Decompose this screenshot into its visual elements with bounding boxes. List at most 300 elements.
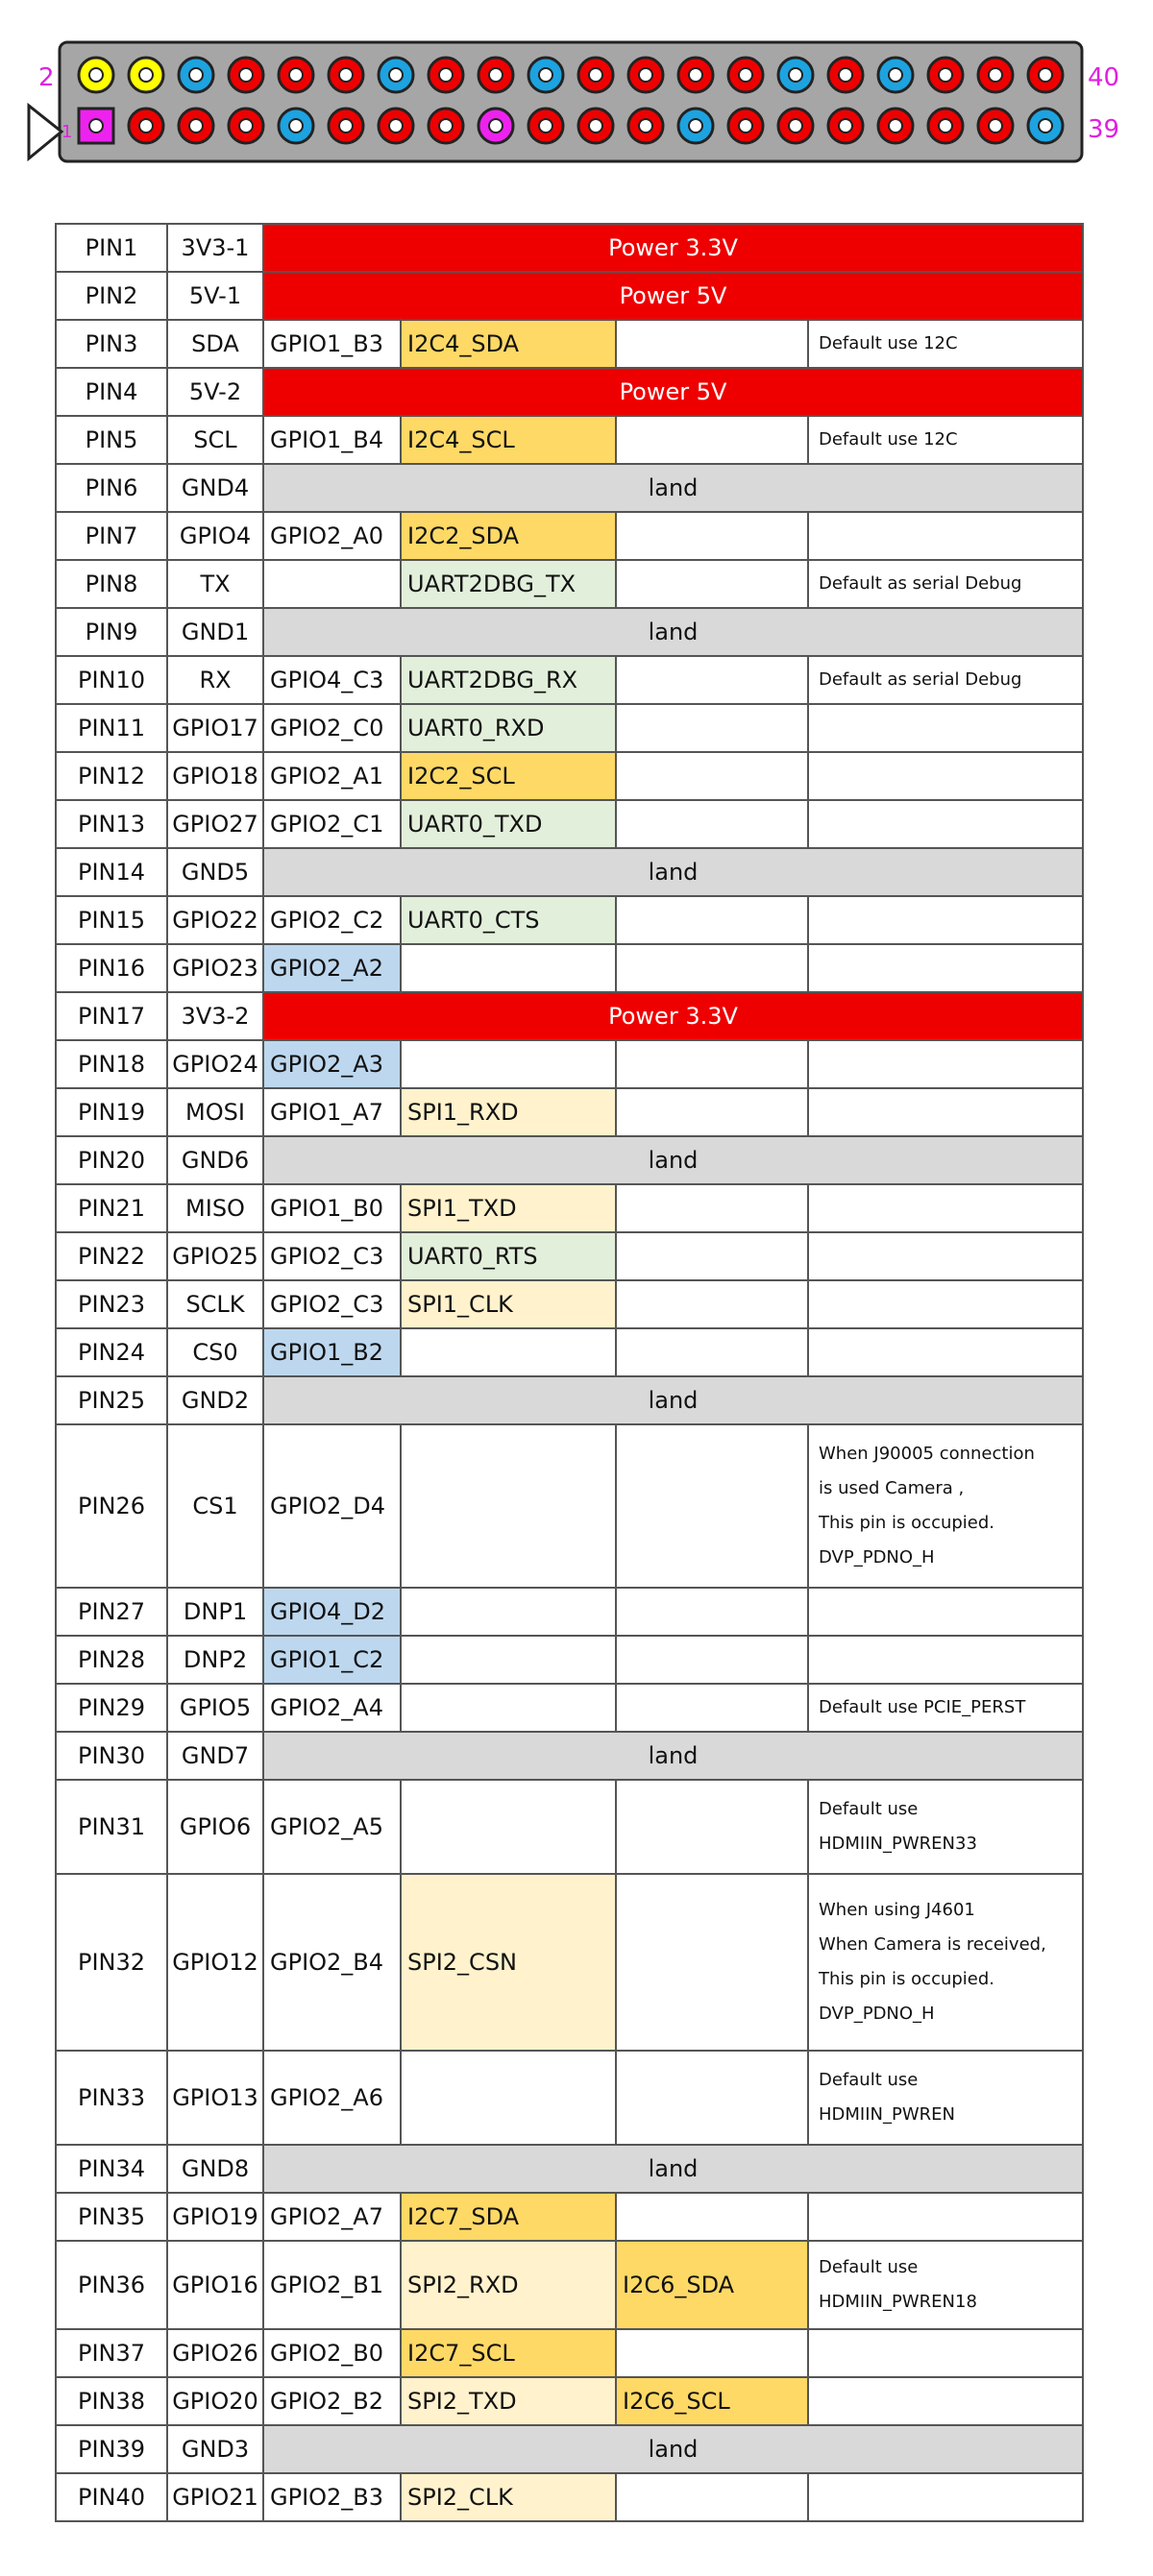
pin-row — [56, 1376, 1083, 1424]
note-line: HDMIIN_PWREN — [819, 2104, 956, 2125]
pin-row — [56, 2329, 1083, 2377]
function-1-cell: UART2DBG_TX — [401, 560, 616, 608]
header-top-pin-11 — [578, 58, 613, 92]
function-1-cell — [401, 1040, 616, 1088]
pin-row — [56, 2193, 1083, 2241]
pin-name-cell: GND3 — [167, 2425, 263, 2473]
pin-name-cell: GPIO20 — [167, 2377, 263, 2425]
gpio-cell: GPIO4_D2 — [263, 1588, 401, 1636]
pin-number-cell: PIN18 — [56, 1040, 167, 1088]
pin-row — [56, 800, 1083, 848]
pin-row — [56, 1232, 1083, 1280]
pin-name-cell: GPIO22 — [167, 896, 263, 944]
pin-number-cell: PIN28 — [56, 1636, 167, 1684]
function-1-cell — [401, 1780, 616, 1874]
header-top-pin-6 — [329, 58, 363, 92]
note-cell — [808, 1874, 1083, 2051]
function-2-cell — [616, 1424, 808, 1588]
pin-name-cell: GND4 — [167, 464, 263, 512]
header-top-pin-10 — [528, 58, 563, 92]
pin-name-cell: 3V3-2 — [167, 992, 263, 1040]
function-2-cell — [616, 1184, 808, 1232]
pin-number-cell: PIN7 — [56, 512, 167, 560]
pin-row — [56, 1732, 1083, 1780]
note-line: When Camera is received, — [819, 1934, 1046, 1955]
ground-label-cell: land — [263, 848, 1083, 896]
pin-name-cell: GPIO23 — [167, 944, 263, 992]
header-top-pin-13 — [678, 58, 713, 92]
note-line: Default use 12C — [819, 429, 958, 450]
note-cell — [808, 800, 1083, 848]
pin-name-cell: GPIO27 — [167, 800, 263, 848]
function-1-cell — [401, 1328, 616, 1376]
gpio-cell: GPIO2_C0 — [263, 704, 401, 752]
note-line: Default use 12C — [819, 333, 958, 353]
pin-name-cell: GND1 — [167, 608, 263, 656]
header-bottom-pin-11 — [578, 109, 613, 143]
note-line: Default use PCIE_PERST — [819, 1697, 1026, 1717]
pin-row — [56, 368, 1083, 416]
label-pin-40: 40 — [1088, 63, 1120, 92]
note-line: Default use — [819, 2257, 919, 2277]
note-cell — [808, 2193, 1083, 2241]
power-label-cell: Power 3.3V — [263, 992, 1083, 1040]
gpio-cell: GPIO2_A3 — [263, 1040, 401, 1088]
pin-name-cell: DNP1 — [167, 1588, 263, 1636]
note-line: HDMIIN_PWREN33 — [819, 1834, 977, 1854]
pin-number-cell: PIN20 — [56, 1136, 167, 1184]
pin-number-cell: PIN8 — [56, 560, 167, 608]
pin-number-cell: PIN40 — [56, 2473, 167, 2521]
function-2-cell — [616, 1874, 808, 2051]
pin-name-cell: GPIO12 — [167, 1874, 263, 2051]
function-1-cell: SPI2_TXD — [401, 2377, 616, 2425]
note-cell — [808, 896, 1083, 944]
label-pin-1: 1 — [61, 122, 73, 142]
gpio-header-diagram — [0, 0, 1153, 192]
note-line: Default as serial Debug — [819, 669, 1022, 690]
pin-row — [56, 1636, 1083, 1684]
pin-row — [56, 896, 1083, 944]
ground-label-cell: land — [263, 608, 1083, 656]
pin-row — [56, 464, 1083, 512]
function-1-cell: I2C4_SCL — [401, 416, 616, 464]
pin-name-cell: GND6 — [167, 1136, 263, 1184]
pin-row — [56, 2241, 1083, 2329]
note-cell — [808, 944, 1083, 992]
power-label-cell: Power 5V — [263, 368, 1083, 416]
pin-name-cell: GPIO26 — [167, 2329, 263, 2377]
note-line: When using J4601 — [819, 1900, 975, 1920]
pin-name-cell: 5V-2 — [167, 368, 263, 416]
note-cell — [808, 1780, 1083, 1874]
pin-row — [56, 656, 1083, 704]
function-2-cell — [616, 416, 808, 464]
pin-number-cell: PIN29 — [56, 1684, 167, 1732]
header-bottom-pin-13 — [678, 109, 713, 143]
pin-name-cell: GPIO5 — [167, 1684, 263, 1732]
pin-row — [56, 1088, 1083, 1136]
pin-row — [56, 320, 1083, 368]
header-top-pin-4 — [229, 58, 263, 92]
pin-name-cell: GPIO4 — [167, 512, 263, 560]
pin-number-cell: PIN2 — [56, 272, 167, 320]
note-cell — [808, 560, 1083, 608]
pin-number-cell: PIN3 — [56, 320, 167, 368]
gpio-cell: GPIO2_B0 — [263, 2329, 401, 2377]
gpio-cell: GPIO4_C3 — [263, 656, 401, 704]
note-line: DVP_PDNO_H — [819, 1547, 935, 1567]
pin-name-cell: GND7 — [167, 1732, 263, 1780]
pin-name-cell: MISO — [167, 1184, 263, 1232]
pin-name-cell: GPIO16 — [167, 2241, 263, 2329]
pin-row — [56, 1424, 1083, 1588]
pin-number-cell: PIN15 — [56, 896, 167, 944]
function-1-cell: SPI2_CSN — [401, 1874, 616, 2051]
function-2-cell — [616, 800, 808, 848]
note-cell — [808, 1232, 1083, 1280]
pin-name-cell: SDA — [167, 320, 263, 368]
gpio-cell: GPIO2_C3 — [263, 1280, 401, 1328]
note-cell — [808, 2377, 1083, 2425]
function-2-cell — [616, 752, 808, 800]
function-1-cell — [401, 2051, 616, 2145]
function-1-cell: UART2DBG_RX — [401, 656, 616, 704]
header-top-pin-20 — [1028, 58, 1063, 92]
note-cell — [808, 1280, 1083, 1328]
function-2-cell — [616, 1780, 808, 1874]
function-2-cell: I2C6_SCL — [616, 2377, 808, 2425]
header-bottom-pin-4 — [229, 109, 263, 143]
gpio-cell: GPIO2_A4 — [263, 1684, 401, 1732]
pin-number-cell: PIN13 — [56, 800, 167, 848]
note-cell — [808, 2329, 1083, 2377]
pin-row — [56, 1040, 1083, 1088]
pin-name-cell: CS1 — [167, 1424, 263, 1588]
gpio-cell: GPIO2_B3 — [263, 2473, 401, 2521]
pin-number-cell: PIN11 — [56, 704, 167, 752]
pin-number-cell: PIN39 — [56, 2425, 167, 2473]
function-2-cell — [616, 1280, 808, 1328]
pin-number-cell: PIN9 — [56, 608, 167, 656]
function-2-cell — [616, 656, 808, 704]
power-label-cell: Power 5V — [263, 272, 1083, 320]
header-bottom-pin-19 — [978, 109, 1013, 143]
header-top-pin-16 — [828, 58, 863, 92]
pin-name-cell: MOSI — [167, 1088, 263, 1136]
header-top-pin-2 — [129, 58, 163, 92]
note-cell — [808, 1684, 1083, 1732]
function-1-cell: UART0_CTS — [401, 896, 616, 944]
function-2-cell — [616, 896, 808, 944]
gpio-cell — [263, 560, 401, 608]
function-2-cell — [616, 2473, 808, 2521]
pin-number-cell: PIN21 — [56, 1184, 167, 1232]
pin-row — [56, 752, 1083, 800]
pin-number-cell: PIN17 — [56, 992, 167, 1040]
pin-row — [56, 1780, 1083, 1874]
pin-row — [56, 2473, 1083, 2521]
pin-number-cell: PIN37 — [56, 2329, 167, 2377]
pin-row — [56, 992, 1083, 1040]
pin-number-cell: PIN5 — [56, 416, 167, 464]
pin-number-cell: PIN34 — [56, 2145, 167, 2193]
header-bottom-pin-9 — [478, 109, 513, 143]
header-top-pin-5 — [279, 58, 313, 92]
function-2-cell — [616, 1040, 808, 1088]
pin-name-cell: SCLK — [167, 1280, 263, 1328]
pin-number-cell: PIN32 — [56, 1874, 167, 2051]
pin-row — [56, 2377, 1083, 2425]
pin-row — [56, 560, 1083, 608]
pin-name-cell: DNP2 — [167, 1636, 263, 1684]
pin-name-cell: TX — [167, 560, 263, 608]
header-board — [60, 42, 1082, 161]
note-line: is used Camera , — [819, 1478, 965, 1498]
note-cell — [808, 2241, 1083, 2329]
gpio-cell: GPIO2_A6 — [263, 2051, 401, 2145]
note-cell — [808, 320, 1083, 368]
header-bottom-pin-8 — [429, 109, 463, 143]
header-top-pin-18 — [928, 58, 963, 92]
header-bottom-pin-6 — [329, 109, 363, 143]
power-label-cell: Power 3.3V — [263, 224, 1083, 272]
function-2-cell — [616, 320, 808, 368]
pin-name-cell: GPIO24 — [167, 1040, 263, 1088]
pin-name-cell: GPIO21 — [167, 2473, 263, 2521]
function-2-cell — [616, 1588, 808, 1636]
function-1-cell: I2C2_SDA — [401, 512, 616, 560]
header-top-pin-12 — [628, 58, 663, 92]
note-cell — [808, 1588, 1083, 1636]
label-pin-2: 2 — [38, 63, 55, 92]
gpio-cell: GPIO2_C1 — [263, 800, 401, 848]
note-cell — [808, 1088, 1083, 1136]
function-1-cell: I2C7_SCL — [401, 2329, 616, 2377]
pin-number-cell: PIN22 — [56, 1232, 167, 1280]
pin-row — [56, 1184, 1083, 1232]
pin-name-cell: CS0 — [167, 1328, 263, 1376]
header-top-pin-19 — [978, 58, 1013, 92]
pin-table — [55, 223, 1084, 2522]
header-bottom-pin-18 — [928, 109, 963, 143]
header-bottom-pin-16 — [828, 109, 863, 143]
note-line: Default use — [819, 2070, 919, 2090]
pin-number-cell: PIN6 — [56, 464, 167, 512]
header-top-pin-7 — [379, 58, 413, 92]
note-cell — [808, 1328, 1083, 1376]
gpio-cell: GPIO1_C2 — [263, 1636, 401, 1684]
gpio-cell: GPIO2_C2 — [263, 896, 401, 944]
pin-number-cell: PIN26 — [56, 1424, 167, 1588]
ground-label-cell: land — [263, 1376, 1083, 1424]
pin-row — [56, 2145, 1083, 2193]
note-cell — [808, 1424, 1083, 1588]
pin-row — [56, 1280, 1083, 1328]
function-1-cell: SPI1_CLK — [401, 1280, 616, 1328]
pin-number-cell: PIN36 — [56, 2241, 167, 2329]
pin-name-cell: GND8 — [167, 2145, 263, 2193]
note-cell — [808, 416, 1083, 464]
function-1-cell: SPI2_RXD — [401, 2241, 616, 2329]
note-cell — [808, 656, 1083, 704]
function-2-cell — [616, 512, 808, 560]
gpio-cell: GPIO2_A1 — [263, 752, 401, 800]
ground-label-cell: land — [263, 464, 1083, 512]
function-1-cell — [401, 1424, 616, 1588]
function-2-cell — [616, 1232, 808, 1280]
gpio-cell: GPIO1_B0 — [263, 1184, 401, 1232]
pin-name-cell: GPIO18 — [167, 752, 263, 800]
pin-row — [56, 1874, 1083, 2051]
pin-name-cell: 3V3-1 — [167, 224, 263, 272]
gpio-cell: GPIO2_A5 — [263, 1780, 401, 1874]
pin-name-cell: RX — [167, 656, 263, 704]
function-1-cell: I2C7_SDA — [401, 2193, 616, 2241]
gpio-cell: GPIO1_B4 — [263, 416, 401, 464]
pin-row — [56, 608, 1083, 656]
pin-row — [56, 2051, 1083, 2145]
gpio-cell: GPIO1_B2 — [263, 1328, 401, 1376]
ground-label-cell: land — [263, 1136, 1083, 1184]
note-cell — [808, 2051, 1083, 2145]
header-bottom-pin-14 — [728, 109, 763, 143]
function-2-cell — [616, 1088, 808, 1136]
header-bottom-pin-2 — [129, 109, 163, 143]
header-top-pin-1 — [79, 58, 113, 92]
gpio-cell: GPIO2_C3 — [263, 1232, 401, 1280]
header-bottom-pin-12 — [628, 109, 663, 143]
ground-label-cell: land — [263, 1732, 1083, 1780]
function-1-cell — [401, 1684, 616, 1732]
header-bottom-pin-15 — [778, 109, 813, 143]
pin-row — [56, 512, 1083, 560]
header-bottom-pin-3 — [179, 109, 213, 143]
pin-number-cell: PIN4 — [56, 368, 167, 416]
pin-row — [56, 272, 1083, 320]
note-line: Default as serial Debug — [819, 573, 1022, 594]
pin1-marker-triangle — [29, 106, 61, 158]
function-2-cell — [616, 2329, 808, 2377]
function-2-cell — [616, 560, 808, 608]
function-1-cell: SPI1_TXD — [401, 1184, 616, 1232]
note-cell — [808, 1184, 1083, 1232]
header-top-pin-17 — [878, 58, 913, 92]
pin-number-cell: PIN30 — [56, 1732, 167, 1780]
note-cell — [808, 1636, 1083, 1684]
note-cell — [808, 752, 1083, 800]
ground-label-cell: land — [263, 2425, 1083, 2473]
pin-row — [56, 1588, 1083, 1636]
header-top-pin-8 — [429, 58, 463, 92]
pin-name-cell: GPIO6 — [167, 1780, 263, 1874]
function-2-cell — [616, 2051, 808, 2145]
pin-number-cell: PIN35 — [56, 2193, 167, 2241]
function-1-cell: UART0_TXD — [401, 800, 616, 848]
note-cell — [808, 512, 1083, 560]
note-line: Default use — [819, 1799, 919, 1819]
pin-number-cell: PIN24 — [56, 1328, 167, 1376]
pin-name-cell: GPIO17 — [167, 704, 263, 752]
header-bottom-pin-5 — [279, 109, 313, 143]
function-1-cell — [401, 944, 616, 992]
header-top-pin-14 — [728, 58, 763, 92]
function-2-cell — [616, 1636, 808, 1684]
header-bottom-pin-17 — [878, 109, 913, 143]
header-bottom-pin-10 — [528, 109, 563, 143]
pin-name-cell: GND5 — [167, 848, 263, 896]
function-1-cell: I2C4_SDA — [401, 320, 616, 368]
note-line: HDMIIN_PWREN18 — [819, 2292, 977, 2312]
pin-row — [56, 944, 1083, 992]
note-line: When J90005 connection — [819, 1444, 1035, 1464]
note-line: This pin is occupied. — [819, 1969, 995, 1989]
gpio-cell: GPIO2_D4 — [263, 1424, 401, 1588]
function-2-cell — [616, 1328, 808, 1376]
gpio-cell: GPIO2_B1 — [263, 2241, 401, 2329]
note-line: DVP_PDNO_H — [819, 2004, 935, 2024]
gpio-cell: GPIO2_A0 — [263, 512, 401, 560]
pin-row — [56, 1136, 1083, 1184]
gpio-cell: GPIO2_A2 — [263, 944, 401, 992]
pin-number-cell: PIN27 — [56, 1588, 167, 1636]
pin-row — [56, 704, 1083, 752]
pin-number-cell: PIN33 — [56, 2051, 167, 2145]
function-2-cell — [616, 2193, 808, 2241]
pin-number-cell: PIN16 — [56, 944, 167, 992]
pin-number-cell: PIN19 — [56, 1088, 167, 1136]
function-2-cell — [616, 944, 808, 992]
pin-row — [56, 1328, 1083, 1376]
pin-number-cell: PIN38 — [56, 2377, 167, 2425]
pin-row — [56, 1684, 1083, 1732]
pin-number-cell: PIN12 — [56, 752, 167, 800]
pin-name-cell: GPIO13 — [167, 2051, 263, 2145]
pin-name-cell: GND2 — [167, 1376, 263, 1424]
pin-number-cell: PIN23 — [56, 1280, 167, 1328]
pin-row — [56, 848, 1083, 896]
header-bottom-pin-20 — [1028, 109, 1063, 143]
function-2-cell — [616, 1684, 808, 1732]
function-1-cell: SPI1_RXD — [401, 1088, 616, 1136]
note-cell — [808, 2473, 1083, 2521]
pin-number-cell: PIN1 — [56, 224, 167, 272]
function-1-cell — [401, 1588, 616, 1636]
function-1-cell: UART0_RXD — [401, 704, 616, 752]
pin-number-cell: PIN31 — [56, 1780, 167, 1874]
function-1-cell: UART0_RTS — [401, 1232, 616, 1280]
header-top-pin-15 — [778, 58, 813, 92]
pin-row — [56, 224, 1083, 272]
pin-name-cell: 5V-1 — [167, 272, 263, 320]
ground-label-cell: land — [263, 2145, 1083, 2193]
note-cell — [808, 1040, 1083, 1088]
pin-name-cell: GPIO19 — [167, 2193, 263, 2241]
gpio-cell: GPIO1_A7 — [263, 1088, 401, 1136]
note-line: This pin is occupied. — [819, 1513, 995, 1533]
gpio-cell: GPIO2_A7 — [263, 2193, 401, 2241]
pin-row — [56, 416, 1083, 464]
header-top-pin-9 — [478, 58, 513, 92]
gpio-cell: GPIO2_B4 — [263, 1874, 401, 2051]
function-2-cell — [616, 704, 808, 752]
function-1-cell: I2C2_SCL — [401, 752, 616, 800]
gpio-cell: GPIO2_B2 — [263, 2377, 401, 2425]
note-cell — [808, 704, 1083, 752]
pin-number-cell: PIN14 — [56, 848, 167, 896]
pin-name-cell: SCL — [167, 416, 263, 464]
header-bottom-pin-7 — [379, 109, 413, 143]
